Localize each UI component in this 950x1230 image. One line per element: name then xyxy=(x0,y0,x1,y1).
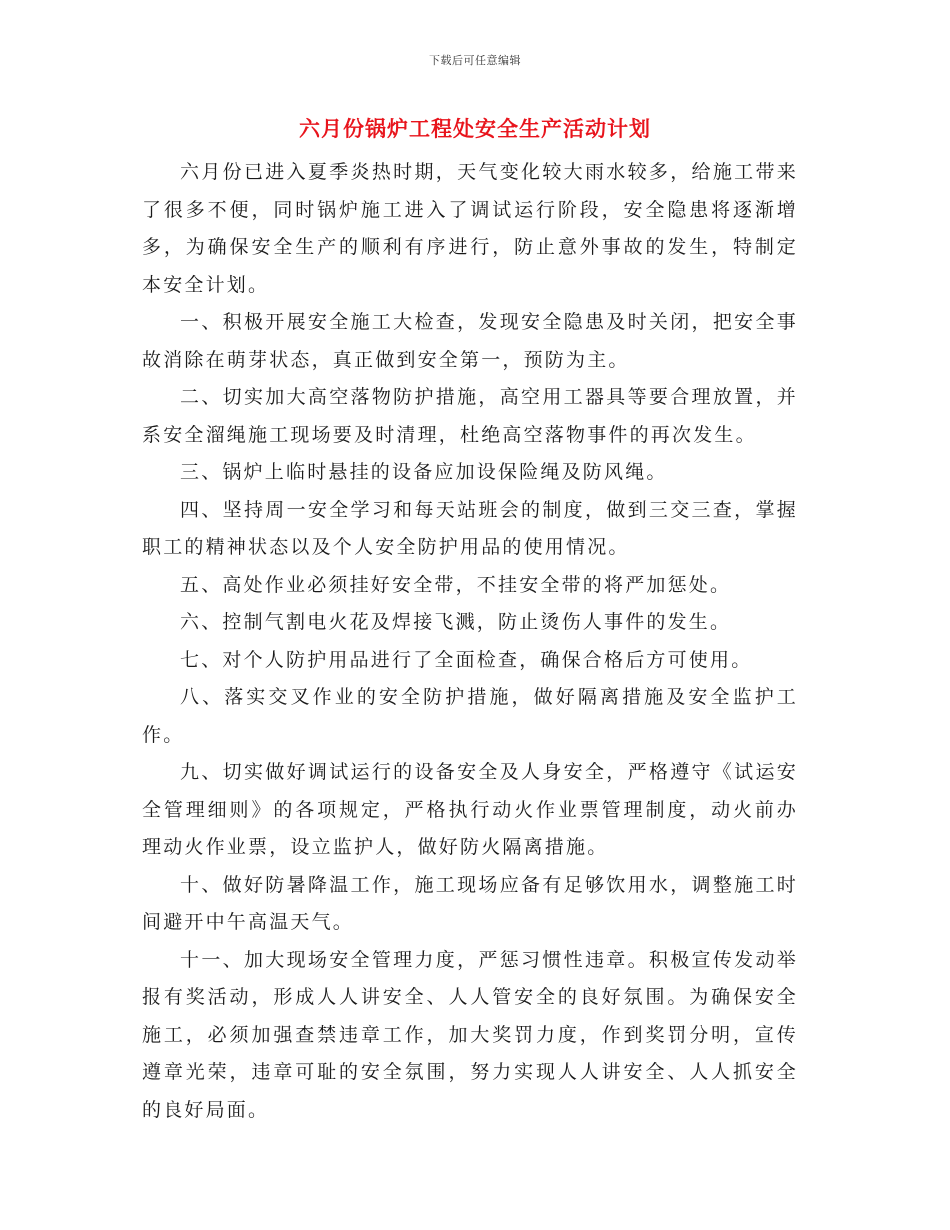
paragraph-item-7: 七、对个人防护用品进行了全面检查，确保合格后方可使用。 xyxy=(180,648,753,671)
paragraph-item-9: 九、切实做好调试运行的设备安全及人身安全，严格遵守《试运安全管理细则》的各项规定，严格执行动火作业票管理制度，动火前办理动火作业票，设立监护人，做好防火隔离措施。 xyxy=(142,761,798,858)
paragraph-item-10: 十、做好防暑降温工作，施工现场应备有足够饮用水，调整施工时间避开中午高温天气。 xyxy=(142,873,798,933)
paragraph-item-1: 一、积极开展安全施工大检查，发现安全隐患及时关闭，把安全事故消除在萌芽状态，真正做到安全第一，预防为主。 xyxy=(142,311,798,371)
paragraph-item-8: 八、落实交叉作业的安全防护措施，做好隔离措施及安全监护工作。 xyxy=(142,686,798,746)
paragraph-item-2: 二、切实加大高空落物防护措施，高空用工器具等要合理放置，并系安全溜绳施工现场要及时清理，杜绝高空落物事件的再次发生。 xyxy=(142,386,798,446)
header-note: 下载后可任意编辑 xyxy=(429,54,521,67)
document-title: 六月份锅炉工程处安全生产活动计划 xyxy=(299,117,651,141)
paragraph-item-3: 三、锅炉上临时悬挂的设备应加设保险绳及防风绳。 xyxy=(180,461,668,483)
paragraph-item-4: 四、坚持周一安全学习和每天站班会的制度，做到三交三查，掌握职工的精神状态以及个人安全防护用品的使用情况。 xyxy=(142,498,798,558)
paragraph-intro: 六月份已进入夏季炎热时期，天气变化较大雨水较多，给施工带来了很多不便，同时锅炉施工进入了调试运行阶段，安全隐患将逐渐增多，为确保安全生产的顺利有序进行，防止意外事故的发生，特制定本安全计划。 xyxy=(142,161,798,296)
paragraph-item-5: 五、高处作业必须挂好安全带，不挂安全带的将严加惩处。 xyxy=(180,573,732,596)
paragraph-item-6: 六、控制气割电火花及焊接飞溅，防止烫伤人事件的发生。 xyxy=(180,611,732,633)
paragraph-item-11: 十一、加大现场安全管理力度，严惩习惯性违章。积极宣传发动举报有奖活动，形成人人讲安全、人人管安全的良好氛围。为确保安全施工，必须加强查禁违章工作，加大奖罚力度，作到奖罚分明，宣传遵章光荣，违章可耻的安全氛围，努力实现人人讲安全、人人抓安全的良好局面。 xyxy=(142,948,798,1121)
document-body xyxy=(142,154,798,1129)
